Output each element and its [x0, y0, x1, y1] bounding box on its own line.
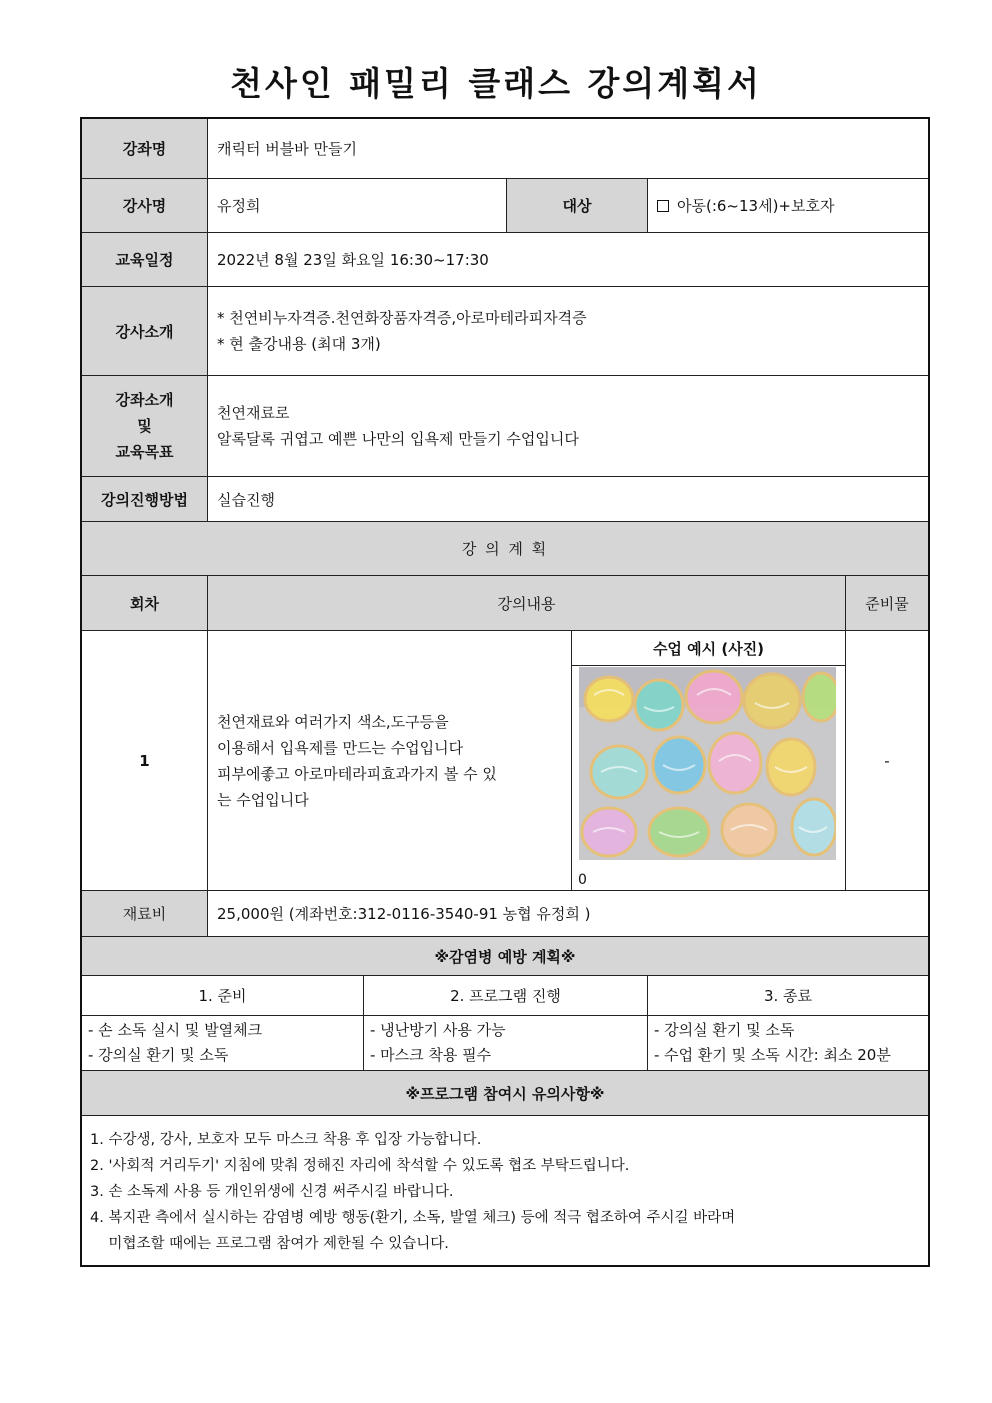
photo-caption: 0 [578, 872, 587, 888]
target-value: 아동(:6~13세)+보호자 [677, 196, 835, 215]
instructor-intro-label: 강사소개 [82, 287, 208, 376]
notes-list [82, 1116, 928, 1265]
note-item: 1. 수강생, 강사, 보호자 모두 마스크 착용 후 입장 가능합니다. [90, 1132, 482, 1148]
course-intro-label: 강좌소개 및 교육목표 [82, 376, 208, 477]
schedule-label: 교육일정 [82, 233, 208, 287]
target-cell [648, 179, 928, 233]
course-intro-value [208, 376, 928, 477]
fee-label: 재료비 [82, 891, 208, 937]
note-item: 미협조할 때에는 프로그램 참여가 제한될 수 있습니다. [90, 1236, 449, 1252]
instructor-label: 강사명 [82, 179, 208, 233]
bath-bomb-photo [579, 667, 836, 860]
schedule-value: 2022년 8월 23일 화요일 16:30~17:30 [208, 233, 928, 287]
infection-col-prepare-items: - 손 소독 실시 및 발열체크 - 강의실 환기 및 소독 [82, 1016, 364, 1071]
session-materials: - [846, 631, 928, 891]
plan-header: 강 의 계 획 [82, 522, 928, 576]
session-column-header: 회차 [82, 576, 208, 631]
infection-col-progress-items: - 냉난방기 사용 가능 - 마스크 착용 필수 [364, 1016, 648, 1071]
instructor-value: 유정희 [208, 179, 507, 233]
target-label: 대상 [507, 179, 648, 233]
notes-header: ※프로그램 참여시 유의사항※ [82, 1071, 928, 1116]
course-intro-line: 천연재료로 [217, 404, 290, 422]
intro-line: * 천연비누자격증.천연화장품자격증,아로마테라피자격증 [217, 309, 587, 327]
checkbox[interactable] [657, 200, 669, 212]
content-line: 는 수업입니다 [217, 790, 309, 809]
method-label: 강의진행방법 [82, 477, 208, 522]
course-name-label: 강좌명 [82, 119, 208, 179]
note-item: 2. '사회적 거리두기' 지침에 맞춰 정해진 자리에 착석할 수 있도록 협조 부탁드립니다. [90, 1158, 630, 1174]
photo-label: 수업 예시 (사진) [572, 631, 846, 666]
content-line: 천연재료와 여러가지 색소,도구등을 [217, 712, 449, 731]
course-intro-line: 알록달록 귀엽고 예쁜 나만의 입욕제 만들기 수업입니다 [217, 430, 579, 448]
infection-col-progress-title: 2. 프로그램 진행 [364, 976, 648, 1016]
content-line: 이용해서 입욕제를 만드는 수업입니다 [217, 738, 464, 757]
infection-header: ※감염병 예방 계획※ [82, 937, 928, 976]
content-column-header: 강의내용 [208, 576, 846, 631]
infection-col-end-items: - 강의실 환기 및 소독 - 수업 환기 및 소독 시간: 최소 20분 [648, 1016, 928, 1071]
intro-line: * 현 출강내용 (최대 3개) [217, 335, 381, 353]
fee-value: 25,000원 (계좌번호:312-0116-3540-91 농협 유정희 ) [208, 891, 928, 937]
session-content [208, 631, 572, 891]
content-line: 피부에좋고 아로마테라피효과가지 볼 수 있 [217, 764, 497, 783]
document-title: 천사인 패밀리 클래스 강의계획서 [230, 64, 762, 103]
course-name-value: 캐릭터 버블바 만들기 [208, 119, 928, 179]
materials-column-header: 준비물 [846, 576, 928, 631]
instructor-intro-value [208, 287, 928, 376]
method-value: 실습진행 [208, 477, 928, 522]
note-item: 3. 손 소독제 사용 등 개인위생에 신경 써주시길 바랍니다. [90, 1184, 454, 1200]
infection-col-prepare-title: 1. 준비 [82, 976, 364, 1016]
session-number: 1 [82, 631, 208, 891]
infection-col-end-title: 3. 종료 [648, 976, 928, 1016]
note-item: 4. 복지관 측에서 실시하는 감염병 예방 행동(환기, 소독, 발열 체크) 등에 적극 협조하여 주시길 바라며 [90, 1210, 736, 1226]
